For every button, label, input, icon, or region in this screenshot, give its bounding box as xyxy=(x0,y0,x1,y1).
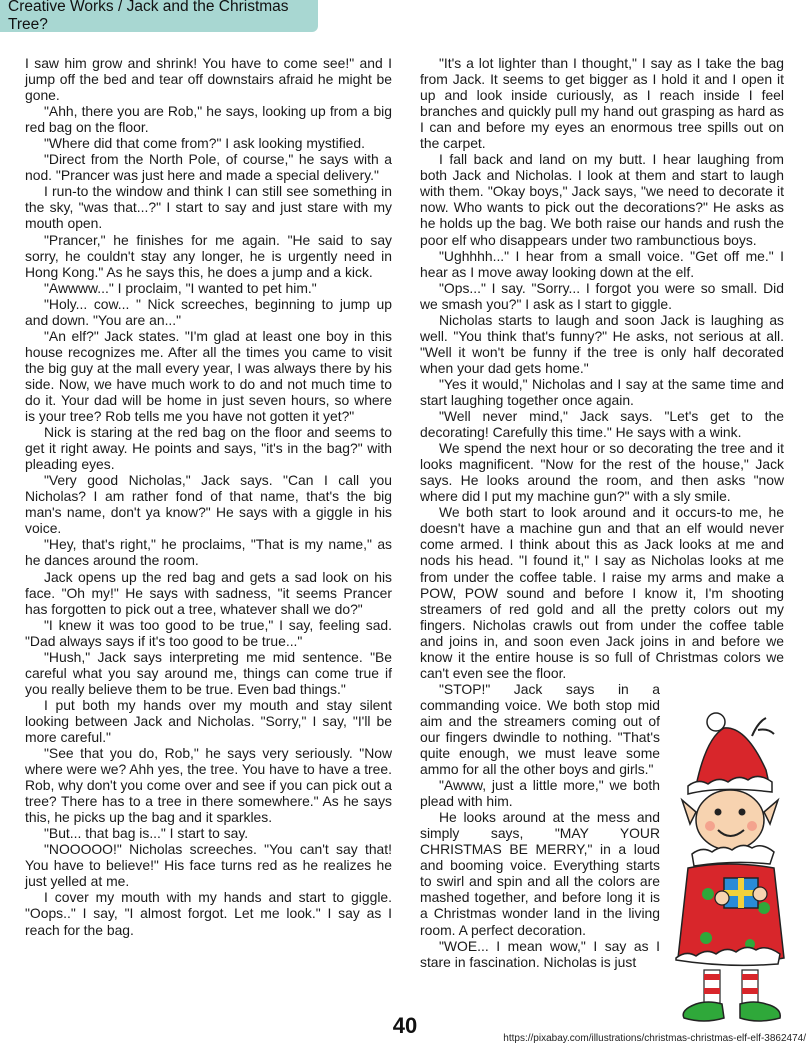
story-paragraph: I cover my mouth with my hands and start to giggle. "Oops.." I say, "I almost forgot. Let me look." I say as I reach for the bag. xyxy=(25,889,392,938)
story-paragraph: Nicholas starts to laugh and soon Jack is laughing as well. "You think that's funny?" He asks, not serious at all. "Well it won't be funny if the tree is only half decorated when your dad gets home." xyxy=(420,311,784,376)
story-paragraph: "An elf?" Jack states. "I'm glad at least one boy in this house recognizes me. After all the times you came to visit the big guy at the mall every year, I was always there by his side. Now, we have much work to do and not much time to do it. Your dad will be home in just seven hours, so where is your tree? Rob tells me you have not gotten it yet?" xyxy=(25,327,392,425)
breadcrumb-text: Creative Works / Jack and the Christmas Tree? xyxy=(8,0,289,33)
story-paragraph: "But... that bag is..." I start to say. xyxy=(44,825,249,842)
image-credit-link[interactable]: https://pixabay.com/illustrations/christmas-christmas-elf-elf-3862474/ xyxy=(503,1033,806,1044)
story-paragraph: "NOOOOO!" Nicholas screeches. "You can't say that! You have to believe!" His face turns red as he realizes he just yelled at me. xyxy=(25,841,392,890)
story-paragraph: "Well never mind," Jack says. "Let's get to the decorating! Carefully this time." He says with a wink. xyxy=(420,408,784,441)
story-paragraph: "Yes it would," Nicholas and I say at the same time and start laughing together once again. xyxy=(420,375,784,408)
story-paragraph: "Ahh, there you are Rob," he says, looking up from a big red bag on the floor. xyxy=(25,103,392,136)
story-paragraph: "Where did that come from?" I ask looking mystified. xyxy=(44,135,365,152)
story-paragraph: "Awwww..." I proclaim, "I wanted to pet him." xyxy=(44,279,317,296)
story-paragraph: "WOE... I mean wow," I say as I stare in fascination. Nicholas is just xyxy=(420,937,660,970)
story-paragraph: "Hey, that's right," he proclaims, "That is my name," as he dances around the room. xyxy=(25,536,392,569)
story-paragraph: I run-to the window and think I can still see something in the sky, "was that...?" I start to say and just stare with my mouth open. xyxy=(25,183,392,232)
story-column-left xyxy=(25,55,392,938)
story-paragraph: "Awww, just a little more," we both plead with him. xyxy=(420,777,660,810)
story-paragraph: "STOP!" Jack says in a commanding voice. We both stop mid aim and the streamers coming out of our fingers dwindle to nothing. "That's quite enough, we must leave some ammo for all the other boys and girls." xyxy=(420,680,660,778)
page-number: 40 xyxy=(392,1013,418,1038)
story-paragraph: "Ops..." I say. "Sorry... I forgot you were so small. Did we smash you?" I ask as I start to giggle. xyxy=(420,279,784,312)
story-paragraph: I put both my hands over my mouth and stay silent looking between Jack and Nicholas. "Sorry," I say, "I'll be more careful." xyxy=(25,696,392,745)
christmas-elf-illustration xyxy=(666,708,798,1026)
story-paragraph: "See that you do, Rob," he says very seriously. "Now where were we? Ahh yes, the tree. You have to have a tree. Rob, why don't you come over and see if you can pick out a tree? There has to a tree in there somewhere." As he says this, he picks up the bag and it sparkles. xyxy=(25,745,392,826)
story-paragraph: Jack opens up the red bag and gets a sad look on his face. "Oh my!" He says with sadness, "it seems Prancer has forgotten to pick out a tree, whatever shall we do?" xyxy=(25,568,392,617)
story-paragraph: He looks around at the mess and simply says, "MAY YOUR CHRISTMAS BE MERRY," in a loud and booming voice. Everything starts to swirl and spin and all the colors are mashed together, and before long it is a Christmas wonder land in the living room. A perfect decoration. xyxy=(420,809,660,938)
story-paragraph: "Direct from the North Pole, of course," he says with a nod. "Prancer was just here and made a special delivery." xyxy=(25,151,392,184)
story-paragraph: We both start to look around and it occurs-to me, he doesn't have a machine gun and that an elf would never come armed. I think about this as Jack looks at me and nods his head. "I found it," I say as Nicholas looks at me from under the coffee table. I raise my arms and make a POW, POW sound and before I know it, I'm shooting streamers of red gold and all the pretty colors out my fingers. Nicholas crawls out from under the coffee table and joins in, and soon even Jack joins in and before we know it the entire house is so full of Christmas colors we can't even see the floor. xyxy=(420,504,784,681)
breadcrumb xyxy=(0,0,318,32)
story-paragraph: I saw him grow and shrink! You have to come see!" and I jump off the bed and tear off downstairs afraid he might be gone. xyxy=(25,55,392,104)
story-paragraph: Nick is staring at the red bag on the floor and seems to get it right away. He points and says, "it's in the bag?" with pleading eyes. xyxy=(25,424,392,473)
story-paragraph: "Prancer," he finishes for me again. "He said to say sorry, he couldn't stay any longer, he is urgently need in Hong Kong." As he says this, he does a jump and a kick. xyxy=(25,231,392,280)
story-paragraph: I fall back and land on my butt. I hear laughing from both Jack and Nicholas. I look at them and start to laugh with them. "Okay boys," Jack says, "we need to decorate it now. Who wants to pick out the decorations?" He asks as he holds up the bag. We both raise our hands and rush the poor elf who disappears under two rambunctious boys. xyxy=(420,151,784,248)
story-paragraph: "Hush," Jack says interpreting me mid sentence. "Be careful what you say around me, things can come true if you really believe them to be true. Even bad things." xyxy=(25,648,392,697)
story-paragraph: "Ughhhh..." I hear from a small voice. "Get off me." I hear as I move away looking down at the elf. xyxy=(420,247,784,280)
story-paragraph: "I knew it was too good to be true," I say, feeling sad. "Dad always says if it's too good to be true..." xyxy=(25,616,392,649)
story-paragraph: "Very good Nicholas," Jack says. "Can I call you Nicholas? I am rather fond of that name, that's the big man's name, don't ya know?" He says with a giggle in his voice. xyxy=(25,472,392,537)
story-paragraph: We spend the next hour or so decorating the tree and it looks magnificent. "Now for the rest of the house," Jack says. He looks around the room, and then asks "now where did I put my machine gun?" with a sly smile. xyxy=(420,440,784,505)
story-paragraph: "Holy... cow... " Nick screeches, beginning to jump up and down. "You are an..." xyxy=(25,295,392,328)
story-paragraph: "It's a lot lighter than I thought," I say as I take the bag from Jack. It seems to get bigger as I hold it and I open it up and look inside curiously, as I reach inside I feel branches and quickly pull my hand out grasping as hard as I can and before my eyes an enormous tree spills out on the carpet. xyxy=(420,55,784,152)
